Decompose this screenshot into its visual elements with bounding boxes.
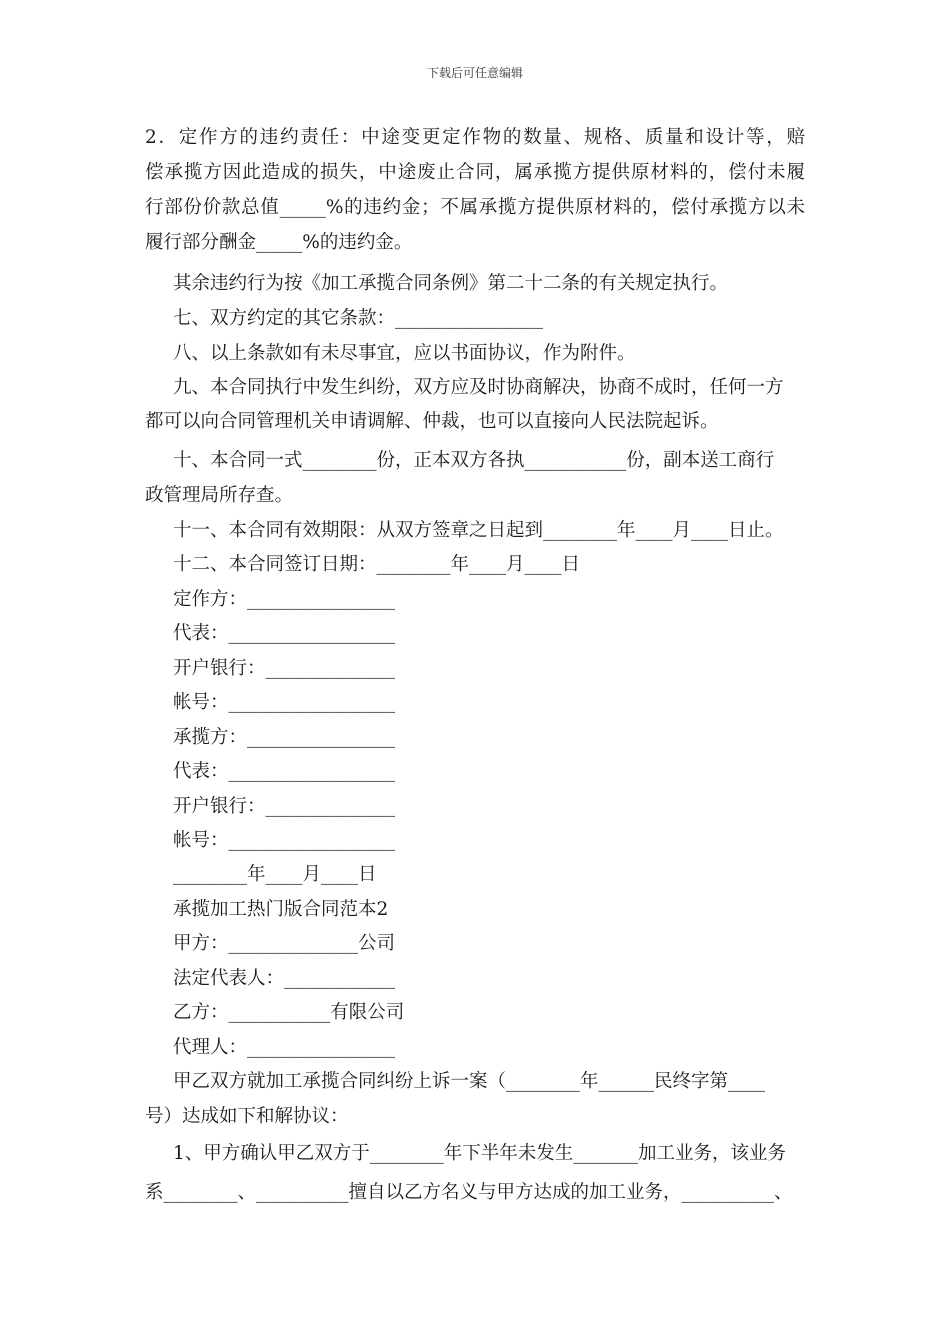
paragraph-line: ________年____月____日 <box>173 864 377 885</box>
paragraph-line: 甲乙双方就加工承揽合同纠纷上诉一案（________年______民终字第____ <box>173 1071 766 1092</box>
paragraph-line: 十、本合同一式________份，正本双方各执___________份，副本送工商行 <box>173 450 775 471</box>
paragraph-line: 系________、__________擅自以乙方名义与甲方达成的加工业务，__________、 <box>145 1182 793 1203</box>
paragraph-line: 开户银行：______________ <box>173 796 396 817</box>
paragraph-line: 十一、本合同有效期限：从双方签章之日起到________年____月____日止。 <box>173 520 784 541</box>
paragraph-line: 1、甲方确认甲乙双方于________年下半年未发生_______加工业务，该业务 <box>173 1143 787 1164</box>
page-header: 下载后可任意编辑 <box>426 66 523 80</box>
paragraph-line: 履行部分酬金_____%的违约金。 <box>145 232 413 253</box>
paragraph-line: 行部份价款总值_____%的违约金；不属承揽方提供原材料的，偿付承揽方以未 <box>145 197 805 218</box>
paragraph-line: 其余违约行为按《加工承揽合同条例》第二十二条的有关规定执行。 <box>173 273 729 294</box>
paragraph-line: 帐号：__________________ <box>173 692 396 713</box>
paragraph-line: 法定代表人：____________ <box>173 968 396 989</box>
paragraph-line: 号）达成如下和解协议： <box>145 1106 349 1127</box>
paragraph-line: 开户银行：______________ <box>173 658 396 679</box>
paragraph-line: 偿承揽方因此造成的损失，中途废止合同，属承揽方提供原材料的，偿付未履 <box>145 162 805 183</box>
paragraph-line: 承揽方：________________ <box>173 727 396 748</box>
section-title: 承揽加工热门版合同范本2 <box>173 899 389 920</box>
paragraph-line: 都可以向合同管理机关申请调解、仲裁，也可以直接向人民法院起诉。 <box>145 411 719 432</box>
paragraph-line: 甲方：______________公司 <box>173 933 396 954</box>
paragraph-line: 乙方：___________有限公司 <box>173 1002 405 1023</box>
paragraph-line: 政管理局所存查。 <box>145 485 294 506</box>
paragraph-line: 九、本合同执行中发生纠纷，双方应及时协商解决，协商不成时，任何一方 <box>173 377 784 398</box>
paragraph-line: 代表：__________________ <box>173 761 396 782</box>
paragraph-line: 七、双方约定的其它条款：________________ <box>173 308 544 329</box>
paragraph-line: 定作方：________________ <box>173 589 396 610</box>
paragraph-line: 八、以上条款如有未尽事宜，应以书面协议，作为附件。 <box>173 343 636 364</box>
paragraph-line: 代理人：________________ <box>173 1037 396 1058</box>
paragraph-line: 十二、本合同签订日期：________年____月____日 <box>173 554 581 575</box>
paragraph-line: 2．定作方的违约责任：中途变更定作物的数量、规格、质量和设计等，赔 <box>145 127 805 148</box>
paragraph-line: 代表：__________________ <box>173 623 396 644</box>
paragraph-line: 帐号：__________________ <box>173 830 396 851</box>
